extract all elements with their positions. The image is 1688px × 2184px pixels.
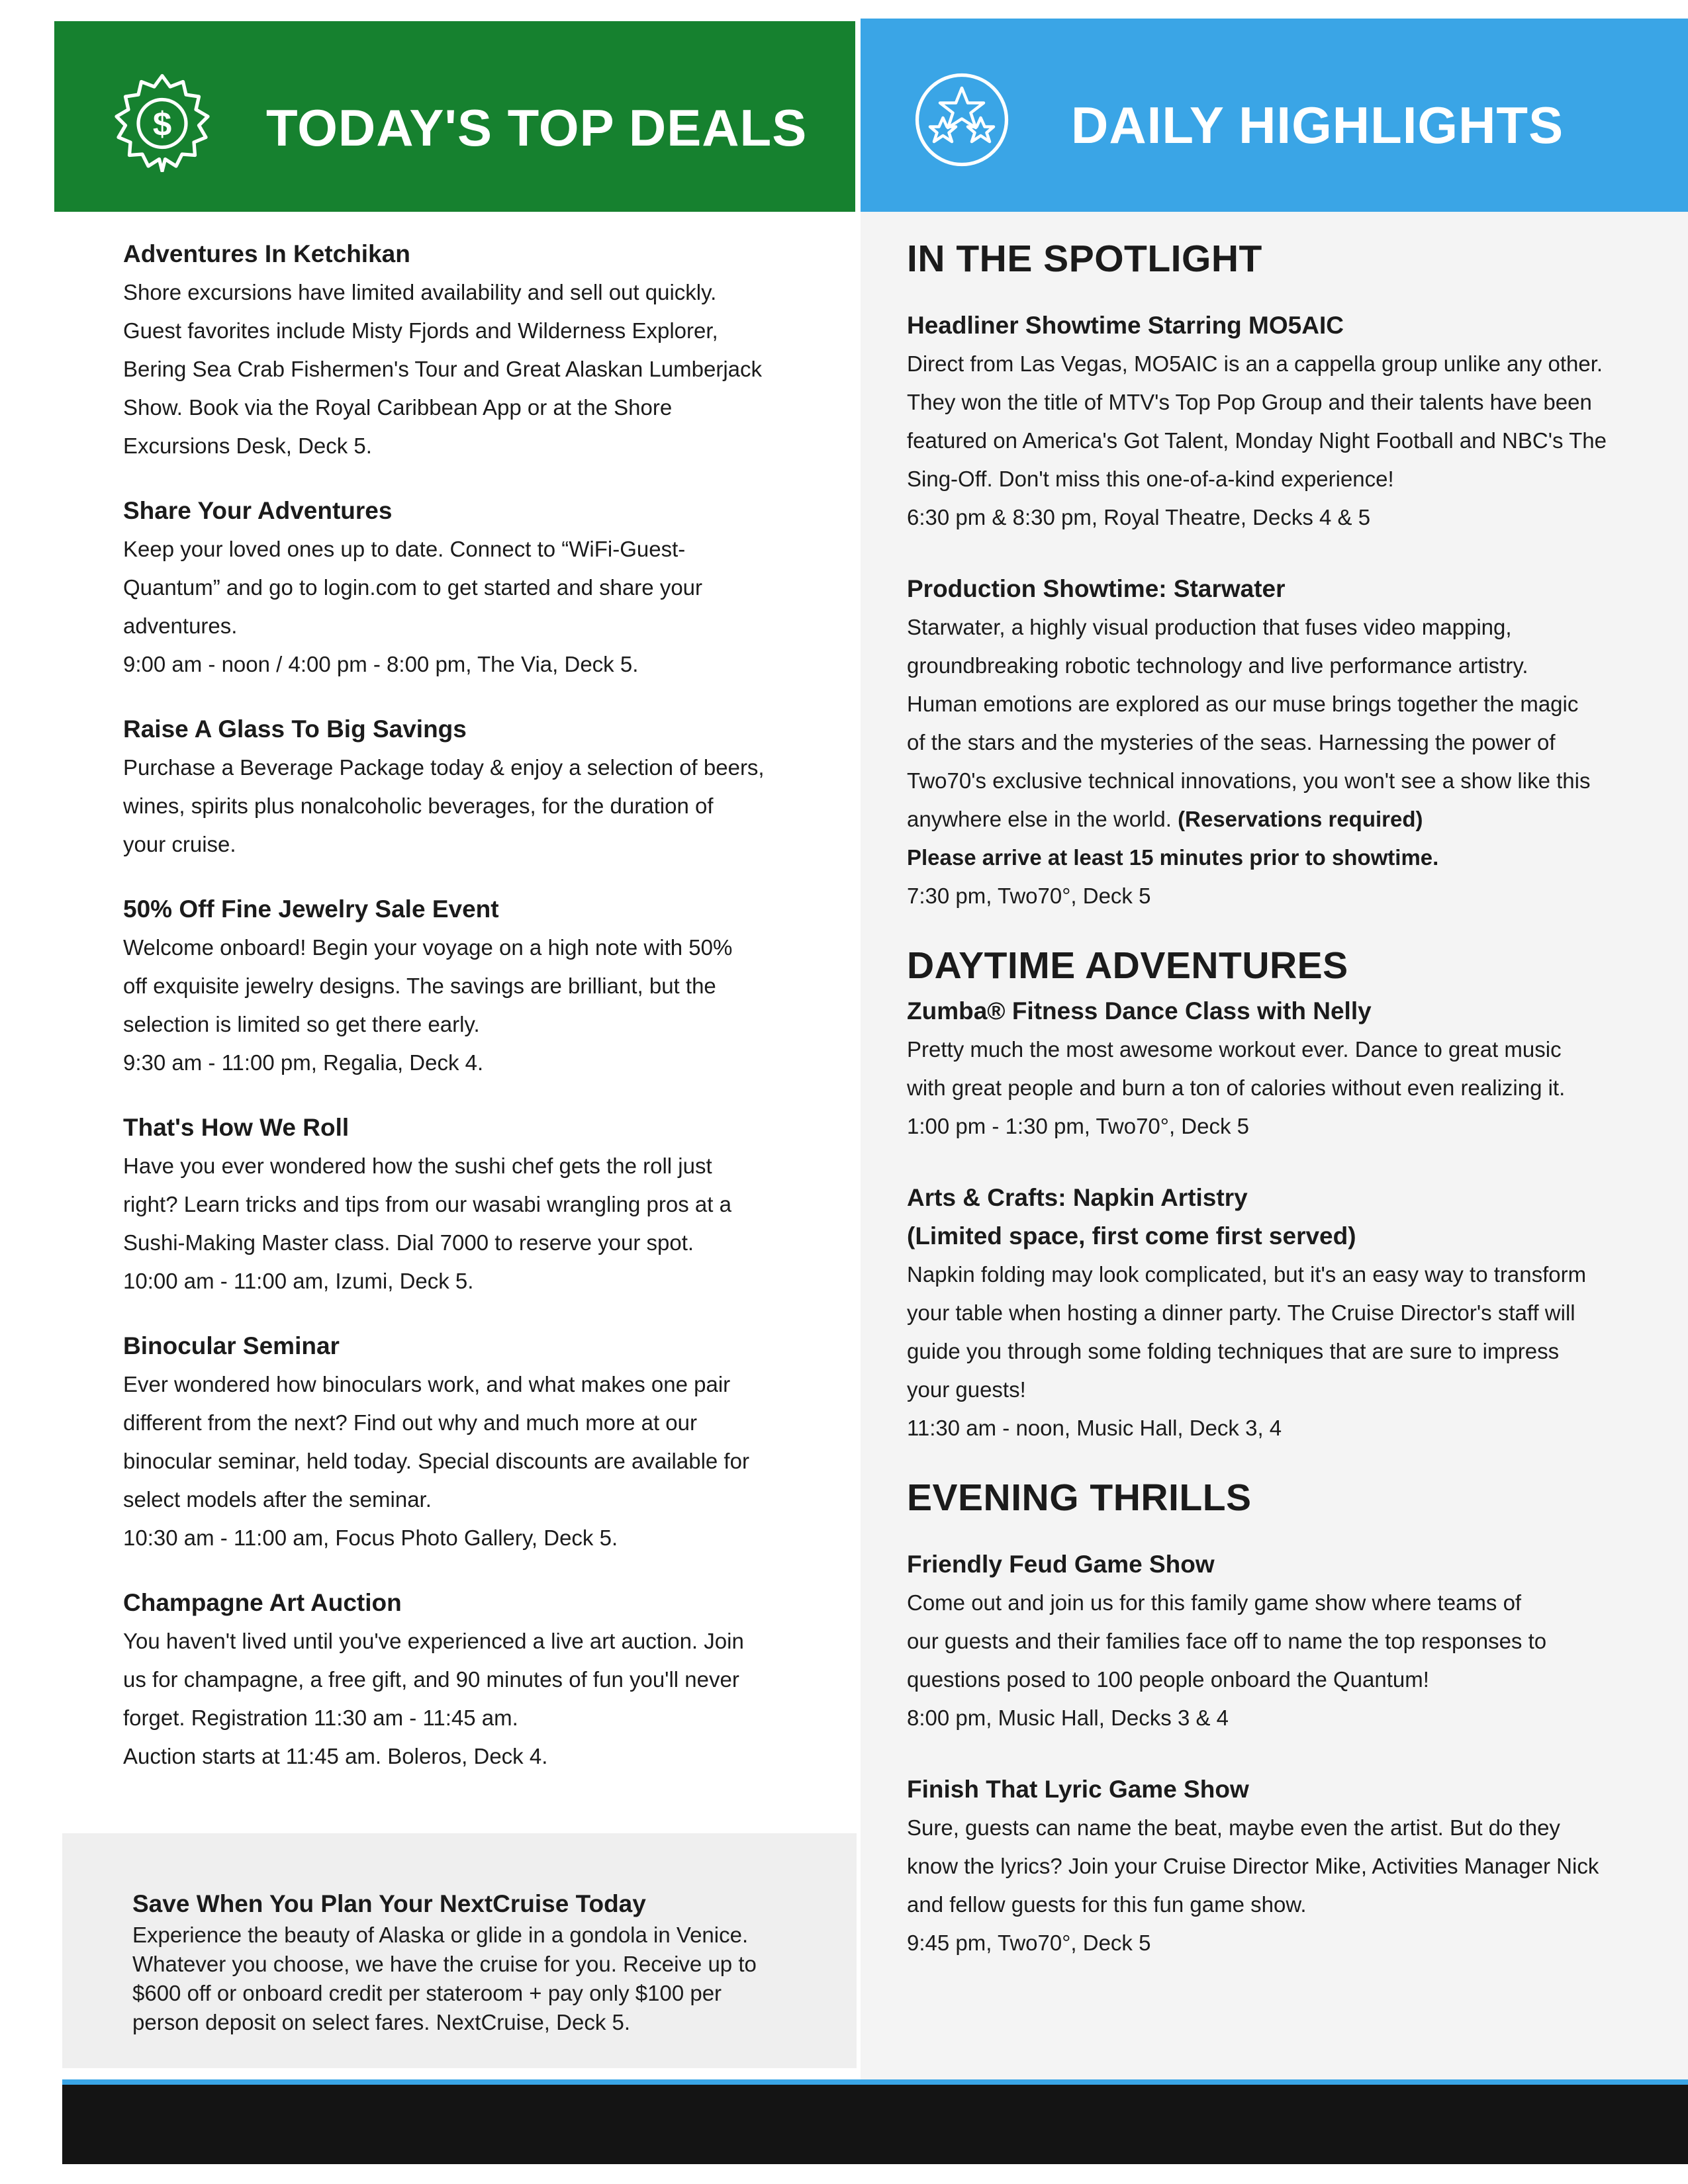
highlight-item	[907, 1545, 1668, 1737]
dollar-badge-icon	[113, 73, 212, 172]
highlight-time: 6:30 pm & 8:30 pm, Royal Theatre, Decks 4 & 5	[907, 505, 1371, 529]
spotlight-heading: IN THE SPOTLIGHT	[907, 238, 1262, 280]
deal-text: wines, spirits plus nonalcoholic beverages, for the duration of	[123, 794, 714, 818]
highlight-text: and fellow guests for this fun game show.	[907, 1892, 1307, 1917]
deal-text: Quantum” and go to login.com to get started and share your	[123, 575, 703, 600]
deals-title: TODAY'S TOP DEALS	[266, 99, 808, 157]
deal-text: select models after the seminar.	[123, 1487, 432, 1512]
reservations-note: (Reservations required)	[1178, 807, 1423, 831]
highlights-header	[861, 19, 1688, 212]
deal-title: Raise A Glass To Big Savings	[123, 715, 467, 743]
deal-text: Shore excursions have limited availability and sell out quickly.	[123, 280, 717, 304]
highlight-text: questions posed to 100 people onboard the Quantum!	[907, 1667, 1429, 1692]
evening-heading: EVENING THRILLS	[907, 1477, 1252, 1519]
highlight-text: Sing-Off. Don't miss this one-of-a-kind experience!	[907, 467, 1394, 491]
highlights-list	[907, 235, 1668, 1989]
deal-item	[123, 890, 825, 1082]
footer-band	[62, 2085, 1688, 2164]
highlight-item	[907, 1179, 1668, 1447]
highlight-text: your guests!	[907, 1377, 1026, 1402]
deal-text: selection is limited so get there early.	[123, 1012, 480, 1036]
deal-title: Adventures In Ketchikan	[123, 240, 410, 267]
highlight-text: groundbreaking robotic technology and live performance artistry.	[907, 653, 1528, 678]
deal-text: Excursions Desk, Deck 5.	[123, 433, 372, 458]
footer-accent-stripe	[62, 2079, 1688, 2085]
deal-item	[123, 1584, 825, 1776]
deal-text: off exquisite jewelry designs. The savings are brilliant, but the	[123, 974, 716, 998]
deal-text: Show. Book via the Royal Caribbean App or at the Shore	[123, 395, 673, 420]
highlight-title: Zumba® Fitness Dance Class with Nelly	[907, 997, 1372, 1024]
deal-text: binocular seminar, held today. Special discounts are available for	[123, 1449, 749, 1473]
highlight-text: featured on America's Got Talent, Monday Night Football and NBC's The	[907, 428, 1607, 453]
highlight-text: Two70's exclusive technical innovations, you won't see a show like this	[907, 768, 1591, 793]
deal-text: us for champagne, a free gift, and 90 minutes of fun you'll never	[123, 1667, 739, 1692]
highlight-text: They won the title of MTV's Top Pop Group and their talents have been	[907, 390, 1592, 414]
deal-item	[123, 1109, 825, 1300]
highlight-title: Arts & Crafts: Napkin Artistry	[907, 1184, 1248, 1211]
daytime-heading: DAYTIME ADVENTURES	[907, 944, 1348, 987]
highlight-text: Come out and join us for this family game show where teams of	[907, 1590, 1522, 1615]
highlight-text: our guests and their families face off to name the top responses to	[907, 1629, 1547, 1653]
highlight-title: Finish That Lyric Game Show	[907, 1776, 1249, 1803]
deal-text: You haven't lived until you've experienced a live art auction. Join	[123, 1629, 744, 1653]
deal-time: 9:30 am - 11:00 pm, Regalia, Deck 4.	[123, 1050, 484, 1075]
highlight-text: Pretty much the most awesome workout ever. Dance to great music	[907, 1037, 1562, 1062]
nextcruise-promo-box	[62, 1833, 857, 2068]
deal-item	[123, 492, 825, 684]
deal-time: Auction starts at 11:45 am. Boleros, Deck 4.	[123, 1744, 548, 1768]
highlight-title: Production Showtime: Starwater	[907, 575, 1286, 602]
highlight-text: Starwater, a highly visual production that fuses video mapping,	[907, 615, 1512, 639]
deal-text: your cruise.	[123, 832, 236, 856]
highlight-title: Headliner Showtime Starring MO5AIC	[907, 312, 1344, 339]
highlight-time: 1:00 pm - 1:30 pm, Two70°, Deck 5	[907, 1114, 1250, 1138]
highlights-title: DAILY HIGHLIGHTS	[1071, 96, 1564, 154]
deal-text: Welcome onboard! Begin your voyage on a high note with 50%	[123, 935, 733, 960]
highlight-text: Sure, guests can name the beat, maybe even the artist. But do they	[907, 1815, 1560, 1840]
promo-title: Save When You Plan Your NextCruise Today	[132, 1890, 646, 1917]
deal-item	[123, 710, 825, 864]
highlight-time: 8:00 pm, Music Hall, Decks 3 & 4	[907, 1706, 1229, 1730]
deal-time: 10:30 am - 11:00 am, Focus Photo Gallery, Deck 5.	[123, 1525, 618, 1550]
deal-title: Share Your Adventures	[123, 497, 393, 524]
highlight-text: Napkin folding may look complicated, but it's an easy way to transform	[907, 1262, 1587, 1287]
highlight-item	[907, 306, 1668, 537]
stars-badge-icon	[912, 70, 1011, 169]
highlight-text-line	[907, 800, 1668, 839]
highlight-title: Friendly Feud Game Show	[907, 1551, 1215, 1578]
arrival-note: Please arrive at least 15 minutes prior to showtime.	[907, 845, 1439, 870]
deal-text: Sushi-Making Master class. Dial 7000 to reserve your spot.	[123, 1230, 694, 1255]
deal-text: Bering Sea Crab Fishermen's Tour and Great Alaskan Lumberjack	[123, 357, 763, 381]
deal-text: right? Learn tricks and tips from our wasabi wrangling pros at a	[123, 1192, 731, 1216]
deal-text: Have you ever wondered how the sushi chef gets the roll just	[123, 1154, 712, 1178]
deal-item	[123, 1327, 825, 1557]
promo-text: Experience the beauty of Alaska or glide in a gondola in Venice.	[132, 1923, 749, 1947]
deal-title: Binocular Seminar	[123, 1332, 340, 1359]
deal-time: 10:00 am - 11:00 am, Izumi, Deck 5.	[123, 1269, 474, 1293]
deal-time: 9:00 am - noon / 4:00 pm - 8:00 pm, The Via, Deck 5.	[123, 652, 639, 676]
deals-header	[54, 21, 855, 212]
deal-text: different from the next? Find out why and much more at our	[123, 1410, 698, 1435]
deal-title: Champagne Art Auction	[123, 1589, 402, 1616]
highlight-text: of the stars and the mysteries of the seas. Harnessing the power of	[907, 730, 1556, 754]
promo-text: Whatever you choose, we have the cruise for you. Receive up to	[132, 1952, 757, 1976]
highlight-text: with great people and burn a ton of calories without even realizing it.	[907, 1075, 1566, 1100]
deal-text: Guest favorites include Misty Fjords and Wilderness Explorer,	[123, 318, 718, 343]
highlight-text: guide you through some folding techniques that are sure to impress	[907, 1339, 1560, 1363]
deal-text: Keep your loved ones up to date. Connect to “WiFi-Guest-	[123, 537, 686, 561]
promo-text: $600 off or onboard credit per stateroom + pay only $100 per	[132, 1981, 722, 2005]
highlight-item	[907, 570, 1668, 915]
promo-text: person deposit on select fares. NextCruise, Deck 5.	[132, 2010, 631, 2034]
highlight-text: know the lyrics? Join your Cruise Director Mike, Activities Manager Nick	[907, 1854, 1599, 1878]
deal-text: forget. Registration 11:30 am - 11:45 am.	[123, 1706, 518, 1730]
highlight-item	[907, 992, 1668, 1146]
highlight-item	[907, 1770, 1668, 1962]
highlight-time: 7:30 pm, Two70°, Deck 5	[907, 884, 1151, 908]
deal-text: Ever wondered how binoculars work, and what makes one pair	[123, 1372, 731, 1396]
deal-text: adventures.	[123, 614, 238, 638]
highlight-text: anywhere else in the world.	[907, 807, 1172, 831]
svg-text:$: $	[152, 105, 172, 143]
deal-item	[123, 235, 825, 465]
deal-title: That's How We Roll	[123, 1114, 350, 1141]
deal-text: Purchase a Beverage Package today & enjoy a selection of beers,	[123, 755, 765, 780]
deals-list	[123, 235, 825, 1802]
deal-title: 50% Off Fine Jewelry Sale Event	[123, 895, 499, 923]
highlight-text: Direct from Las Vegas, MO5AIC is an a cappella group unlike any other.	[907, 351, 1603, 376]
highlight-text: your table when hosting a dinner party. The Cruise Director's staff will	[907, 1300, 1575, 1325]
highlight-time: 9:45 pm, Two70°, Deck 5	[907, 1931, 1151, 1955]
highlight-time: 11:30 am - noon, Music Hall, Deck 3, 4	[907, 1416, 1282, 1440]
highlight-subtitle: (Limited space, first come first served)	[907, 1222, 1356, 1250]
highlight-text: Human emotions are explored as our muse brings together the magic	[907, 692, 1579, 716]
